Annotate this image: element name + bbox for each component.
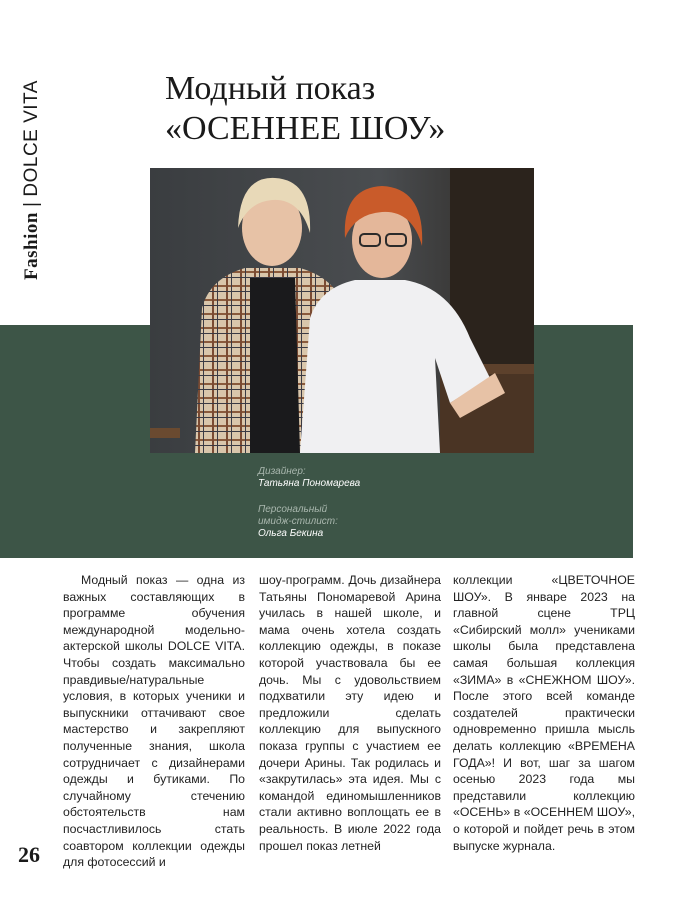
section-category: Fashion	[21, 212, 42, 280]
section-separator: |	[21, 201, 42, 208]
hero-photo	[150, 168, 534, 453]
section-label	[10, 60, 54, 300]
article-body	[63, 572, 635, 870]
designer-name: Татьяна Пономарева	[258, 478, 361, 489]
article-column-2: шоу-программ. Дочь дизайнера Татьяны Пономаревой Арина училась в нашей школе, и мама очень хотела создать коллекцию одежды, в показе которой участвовала бы ее дочь. Мы с удовольствием подхватили эту идею и предложили сделать коллекцию для выпускного показа группы с участием ее дочери Арины. Так родилась и «закрутилась» эта идея. Мы с командой единомышленников стали активно воплощать ее в реальность. В июле 2022 года прошел показ летней	[259, 573, 441, 853]
article-column-1: Модный показ — одна из важных составляющих в программе обучения международной модельно-актерской школы DOLCE VITA. Чтобы создать максимально правдивые/натуральные условия, в которых ученики и выпускники оттачивают свое мастерство и закрепляют полученные знания, школа сотрудничает с дизайнерами одежды и бутиками. По случайному стечению обстоятельств нам посчастливилось стать соавтором коллекции одежды для фотосессий и	[63, 573, 245, 870]
stylist-role-2: имидж-стилист:	[258, 516, 338, 527]
photo-credits	[258, 466, 360, 540]
page-number: 26	[18, 842, 40, 867]
article-title	[165, 70, 445, 150]
article-column-3: коллекции «ЦВЕТОЧНОЕ ШОУ». В январе 2023 на главной сцене ТРЦ «Сибирский молл» учениками школы была представлена самая большая коллекция «ЗИМА» в «СНЕЖНОМ ШОУ». После этого всей команде создателей практически одновременно пришла мысль делать коллекцию «ВРЕМЕНА ГОДА»! И вот, шаг за шагом осенью 2023 года мы представили коллекцию «ОСЕНЬ» в «ОСЕННЕМ ШОУ», о которой и пойдет речь в этом выпуске журнала.	[453, 573, 635, 853]
stylist-name: Ольга Бекина	[258, 528, 324, 539]
designer-role: Дизайнер:	[258, 466, 306, 477]
title-line-2: «ОСЕННЕЕ ШОУ»	[165, 110, 446, 147]
title-line-1: Модный показ	[165, 70, 376, 107]
section-brand: DOLCE VITA	[21, 80, 42, 197]
stylist-role-1: Персональный	[258, 504, 328, 515]
photo-illustration	[150, 168, 534, 453]
